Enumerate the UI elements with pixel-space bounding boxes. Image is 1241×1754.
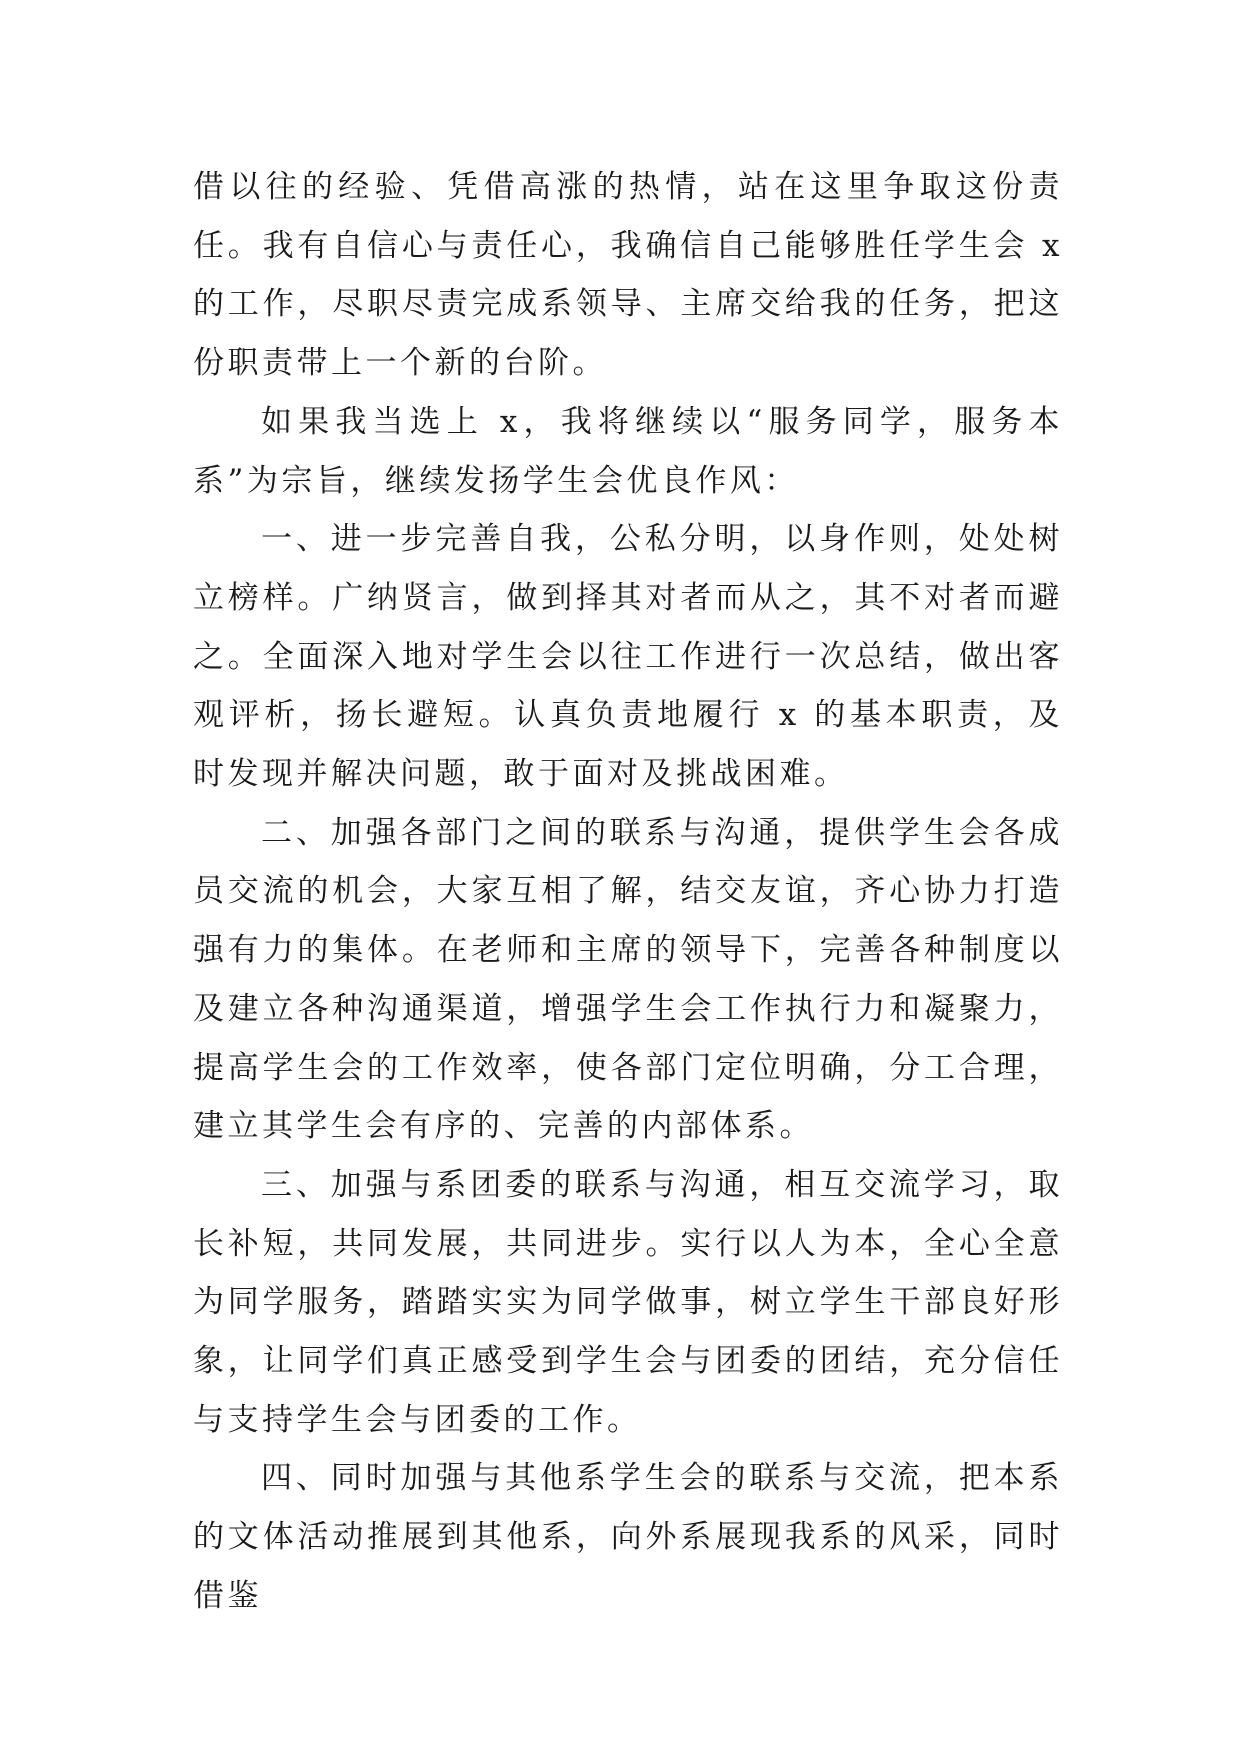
paragraph: 借以往的经验、凭借高涨的热情，站在这里争取这份责任。我有自信心与责任心，我确信自己能够胜任学生会 x 的工作，尽职尽责完成系领导、主席交给我的任务，把这份职责带上一个新的台阶。 [193, 169, 1063, 382]
paragraph: 一、进一步完善自我，公私分明，以身作则，处处树立榜样。广纳贤言，做到择其对者而从之，其不对者而避之。全面深入地对学生会以往工作进行一次总结，做出客观评析，扬长避短。认真负责地履行 x 的基本职责，及时发现并解决问题，敢于面对及挑战困难。 [193, 521, 1063, 793]
paragraph: 四、同时加强与其他系学生会的联系与交流，把本系的文体活动推展到其他系，向外系展现我系的风采，同时借鉴 [193, 1460, 1063, 1614]
paragraph: 三、加强与系团委的联系与沟通，相互交流学习，取长补短，共同发展，共同进步。实行以人为本，全心全意为同学服务，踏踏实实为同学做事，树立学生干部良好形象，让同学们真正感受到学生会与团委的团结，充分信任与支持学生会与团委的工作。 [193, 1166, 1063, 1438]
paragraph: 二、加强各部门之间的联系与沟通，提供学生会各成员交流的机会，大家互相了解，结交友谊，齐心协力打造强有力的集体。在老师和主席的领导下，完善各种制度以及建立各种沟通渠道，增强学生会工作执行力和凝聚力，提高学生会的工作效率，使各部门定位明确，分工合理，建立其学生会有序的、完善的内部体系。 [193, 814, 1063, 1145]
paragraph: 如果我当选上 x，我将继续以“服务同学，服务本系”为宗旨，继续发扬学生会优良作风： [193, 403, 1063, 499]
document-body [193, 158, 1063, 1626]
